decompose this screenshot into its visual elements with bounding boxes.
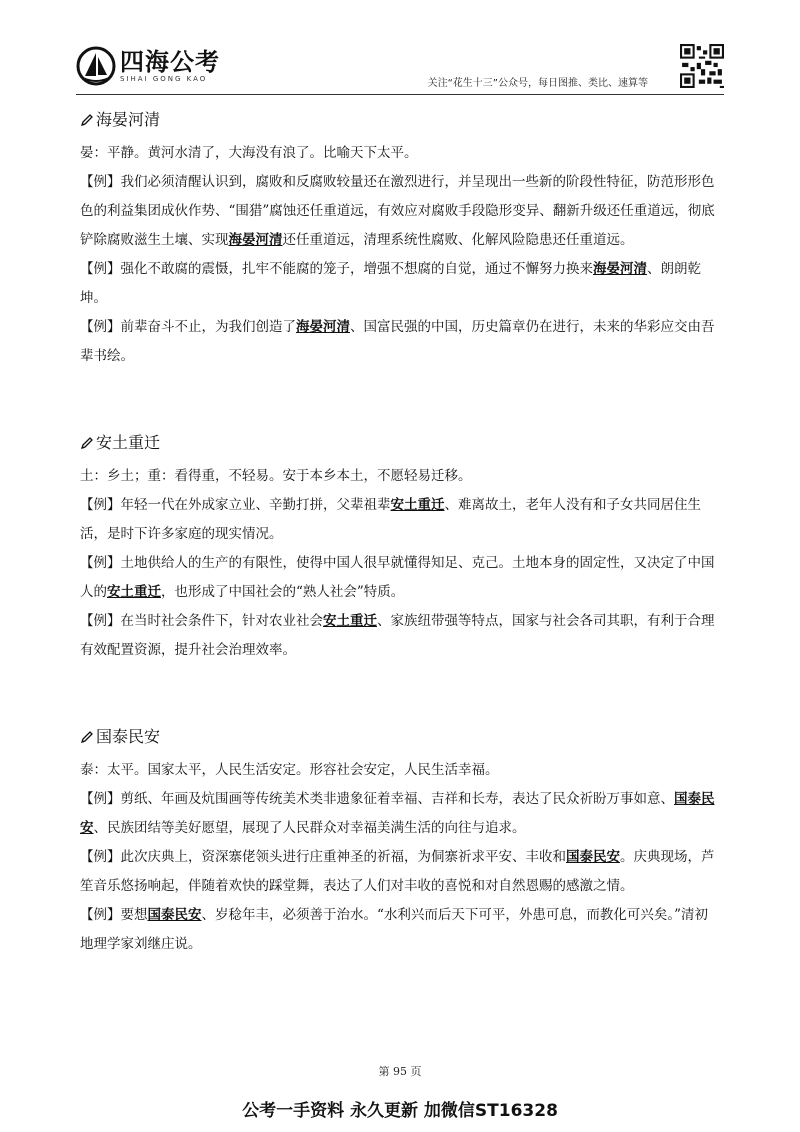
- footer-note: 公考一手资料 永久更新 加微信ST16328: [242, 1101, 558, 1121]
- logo: [76, 46, 220, 86]
- example-paragraph: [80, 491, 720, 549]
- example-keyword: 安土重迁: [323, 613, 377, 629]
- header-note: 关注“花生十三”公众号，每日图推、类比、速算等: [427, 78, 648, 89]
- pencil-icon: [80, 730, 94, 744]
- sailboat-logo-icon: [76, 46, 116, 86]
- idiom-definition: 泰：太平。国家太平，人民生活安定。形容社会安定，人民生活幸福。: [80, 762, 499, 778]
- example-paragraph: [80, 549, 720, 607]
- header-divider: [76, 94, 724, 95]
- example-paragraph: [80, 168, 720, 255]
- example-text: 、家族纽带强等特点，国家与社会各司其职，有利于合理有效配置资源，提升社会治理效率。: [80, 613, 715, 658]
- idiom-title-text: 国泰民安: [96, 727, 161, 746]
- idiom-title: [80, 429, 720, 457]
- example-text: 、难离故土，老年人没有和子女共同居住生活，是时下许多家庭的现实情况。: [80, 497, 701, 542]
- page-number: 第 95 页: [378, 1065, 422, 1078]
- example-text: 我们必须清醒认识到，腐败和反腐败较量还在激烈进行，并呈现出一些新的阶段性特征，防范形形色色的利益集团成伙作势、“围猎”腐蚀还任重道远，有效应对腐败手段隐形变异、翻新升级还任重道远，彻底铲除腐败滋生土壤、实现: [80, 174, 715, 248]
- logo-title: 四海公考: [120, 48, 220, 76]
- example-text: 前辈奋斗不止，为我们创造了: [120, 319, 296, 335]
- example-keyword: 安土重迁: [390, 497, 445, 513]
- example-label: 【例】: [80, 497, 121, 513]
- idiom-definition: 土：乡土；重：看得重，不轻易。安于本乡本土，不愿轻易迁移。: [80, 468, 472, 484]
- example-keyword: 海晏河清: [228, 232, 283, 248]
- example-keyword: 国泰民安: [80, 791, 715, 836]
- logo-subtitle: SIHAI GONG KAO: [120, 75, 208, 83]
- idiom-title: [80, 723, 720, 751]
- example-text: ，也形成了中国社会的“熟人社会”特质。: [161, 584, 405, 600]
- idiom-section: [80, 429, 720, 665]
- example-keyword: 海晏河清: [296, 319, 350, 335]
- example-keyword: 国泰民安: [147, 907, 202, 923]
- idiom-definition: 晏：平静。黄河水清了，大海没有浪了。比喻天下太平。: [80, 145, 418, 161]
- example-text: 强化不敢腐的震慑，扎牢不能腐的笼子，增强不想腐的自觉，通过不懈努力换来: [120, 261, 593, 277]
- example-paragraph: [80, 607, 720, 665]
- idiom-section: [80, 723, 720, 959]
- document-body: [80, 106, 720, 959]
- example-label: 【例】: [80, 174, 121, 190]
- example-text: 、朗朗乾坤。: [80, 261, 701, 306]
- example-paragraph: [80, 785, 720, 843]
- example-text: 土地供给人的生产的有限性，使得中国人很早就懂得知足、克己。土地本身的固定性，又决定了中国人的: [80, 555, 715, 600]
- idiom-title-text: 海晏河清: [96, 110, 161, 129]
- pencil-icon: [80, 113, 94, 127]
- example-label: 【例】: [80, 849, 121, 865]
- page-header: [76, 44, 724, 100]
- example-keyword: 国泰民安: [566, 849, 620, 865]
- example-text: 年轻一代在外成家立业、辛勤打拼，父辈祖辈: [120, 497, 391, 513]
- example-label: 【例】: [80, 907, 121, 923]
- pencil-icon: [80, 436, 94, 450]
- idiom-title: [80, 106, 720, 134]
- example-text: 在当时社会条件下，针对农业社会: [120, 613, 323, 629]
- example-label: 【例】: [80, 261, 121, 277]
- example-text: 、岁稔年丰，必须善于治水。“水利兴而后天下可平，外患可息，而教化可兴矣。”清初地理学家刘继庄说。: [80, 907, 709, 952]
- example-label: 【例】: [80, 555, 121, 571]
- example-paragraph: [80, 313, 720, 371]
- example-paragraph: [80, 255, 720, 313]
- qr-code-icon: [680, 44, 724, 88]
- example-paragraph: [80, 901, 720, 959]
- example-keyword: 安土重迁: [107, 584, 161, 600]
- example-text: 、国富民强的中国，历史篇章仍在进行，未来的华彩应交由吾辈书绘。: [80, 319, 715, 364]
- example-keyword: 海晏河清: [593, 261, 647, 277]
- example-label: 【例】: [80, 791, 121, 807]
- example-label: 【例】: [80, 613, 121, 629]
- example-text: 剪纸、年画及炕围画等传统美术类非遗象征着幸福、吉祥和长寿，表达了民众祈盼万事如意、: [120, 791, 674, 807]
- idiom-section: [80, 106, 720, 371]
- idiom-title-text: 安土重迁: [96, 433, 161, 452]
- example-text: 还任重道远，清理系统性腐败、化解风险隐患还任重道远。: [282, 232, 634, 248]
- example-text: 要想: [120, 907, 148, 923]
- example-paragraph: [80, 843, 720, 901]
- example-text: 、民族团结等美好愿望，展现了人民群众对幸福美满生活的向往与追求。: [93, 820, 526, 836]
- example-text: 此次庆典上，资深寨佬领头进行庄重神圣的祈福，为侗寨祈求平安、丰收和: [120, 849, 566, 865]
- example-label: 【例】: [80, 319, 121, 335]
- example-text: 。庆典现场，芦笙音乐悠扬响起，伴随着欢快的踩堂舞，表达了人们对丰收的喜悦和对自然恩赐的感激之情。: [80, 849, 715, 894]
